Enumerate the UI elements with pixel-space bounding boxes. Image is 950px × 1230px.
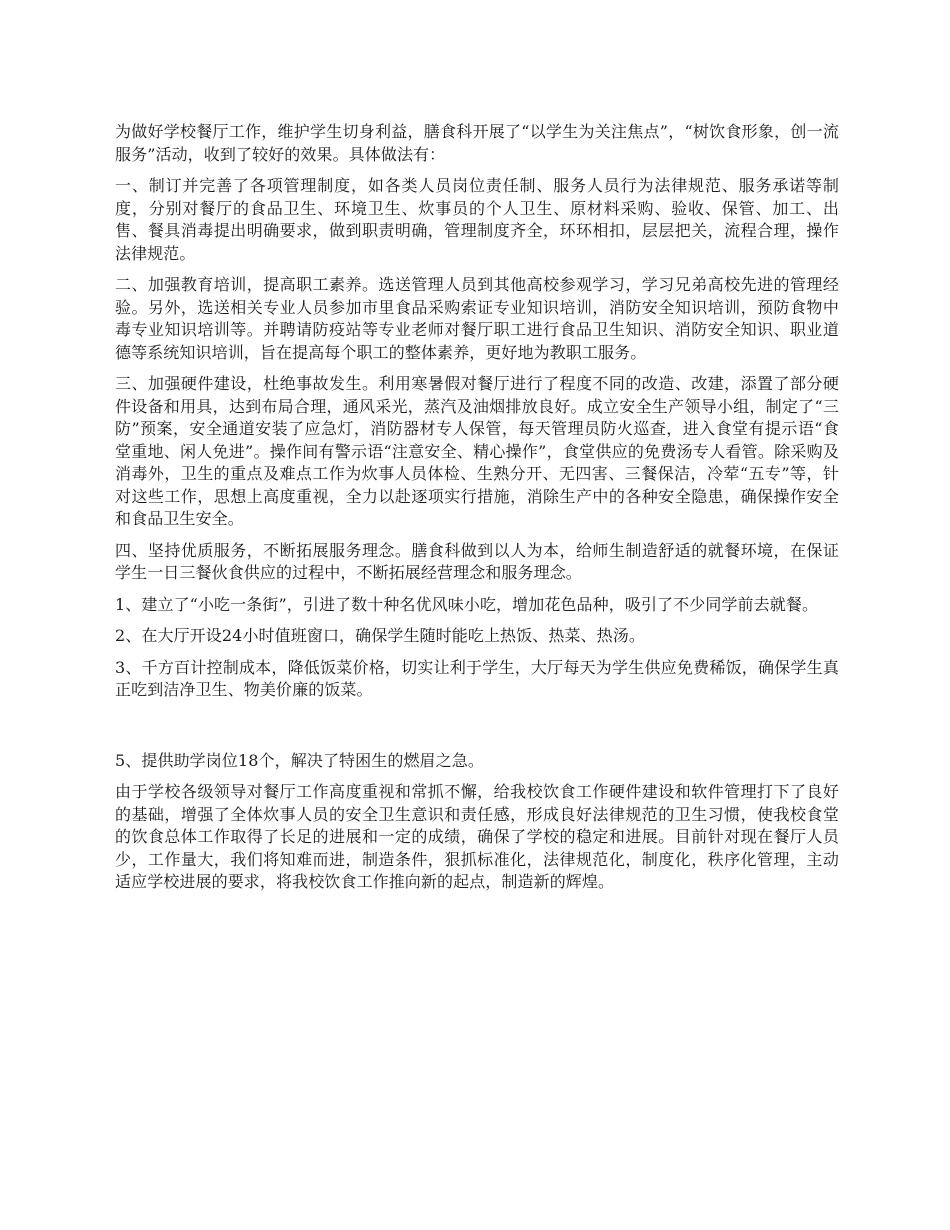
conclusion-paragraph: 由于学校各级领导对餐厅工作高度重视和常抓不懈，给我校饮食工作硬件建设和软件管理打下了良好的基础，增强了全体炊事人员的安全卫生意识和责任感，形成良好法律规范的卫生习惯，使我校食堂的饮食总体工作取得了长足的进展和一定的成绩，确保了学校的稳定和进展。目前针对现在餐厅人员少，工作量大，我们将知难而进，制造条件，狠抓标准化，法律规范化，制度化，秩序化管理，主动适应学校进展的要求，将我校饮食工作推向新的起点，制造新的辉煌。 <box>115 782 839 891</box>
section-four-paragraph: 四、坚持优质服务，不断拓展服务理念。膳食科做到以人为本，给师生制造舒适的就餐环境，在保证学生一日三餐伙食供应的过程中，不断拓展经营理念和服务理念。 <box>115 540 839 582</box>
intro-paragraph: 为做好学校餐厅工作，维护学生切身利益，膳食科开展了“以学生为关注焦点”，“树饮食形象，创一流服务”活动，收到了较好的效果。具体做法有： <box>115 122 839 164</box>
item-three-paragraph: 3、千方百计控制成本，降低饭菜价格，切实让利于学生，大厅每天为学生供应免费稀饭，确保学生真正吃到洁净卫生、物美价廉的饭菜。 <box>115 657 839 699</box>
item-five-paragraph: 5、提供助学岗位18个，解决了特困生的燃眉之急。 <box>115 750 484 770</box>
section-one-paragraph: 一、制订并完善了各项管理制度，如各类人员岗位责任制、服务人员行为法律规范、服务承诺等制度，分别对餐厅的食品卫生、环境卫生、炊事员的个人卫生、原材料采购、验收、保管、加工、出售、餐具消毒提出明确要求，做到职责明确，管理制度齐全，环环相扣，层层把关，流程合理，操作法律规范。 <box>115 176 839 263</box>
item-two-paragraph: 2、在大厅开设24小时值班窗口，确保学生随时能吃上热饭、热菜、热汤。 <box>115 626 645 645</box>
blank-gap <box>115 711 839 750</box>
section-three-paragraph: 三、加强硬件建设，杜绝事故发生。利用寒暑假对餐厅进行了程度不同的改造、改建，添置了部分硬件设备和用具，达到布局合理，通风采光，蒸汽及油烟排放良好。成立安全生产领导小组，制定了“三防”预案，安全通道安装了应急灯，消防器材专人保管，每天管理员防火巡查，进入食堂有提示语“食堂重地、闲人免进”。操作间有警示语“注意安全、精心操作”，食堂供应的免费汤专人看管。除采购及消毒外，卫生的重点及难点工作为炊事人员体检、生熟分开、无四害、三餐保洁，冷荤“五专”等，针对这些工作，思想上高度重视，全力以赴逐项实行措施，消除生产中的各种安全隐患，确保操作安全和食品卫生安全。 <box>115 374 839 528</box>
item-one-paragraph: 1、建立了“小吃一条街”，引进了数十种名优风味小吃，增加花色品种，吸引了不少同学前去就餐。 <box>115 594 819 614</box>
section-two-paragraph: 二、加强教育培训，提高职工素养。选送管理人员到其他高校参观学习，学习兄弟高校先进的管理经验。另外，选送相关专业人员参加市里食品采购索证专业知识培训，消防安全知识培训，预防食物中毒专业知识培训等。并聘请防疫站等专业老师对餐厅职工进行食品卫生知识、消防安全知识、职业道德等系统知识培训，旨在提高每个职工的整体素养，更好地为教职工服务。 <box>115 275 839 362</box>
document-body <box>115 121 839 903</box>
